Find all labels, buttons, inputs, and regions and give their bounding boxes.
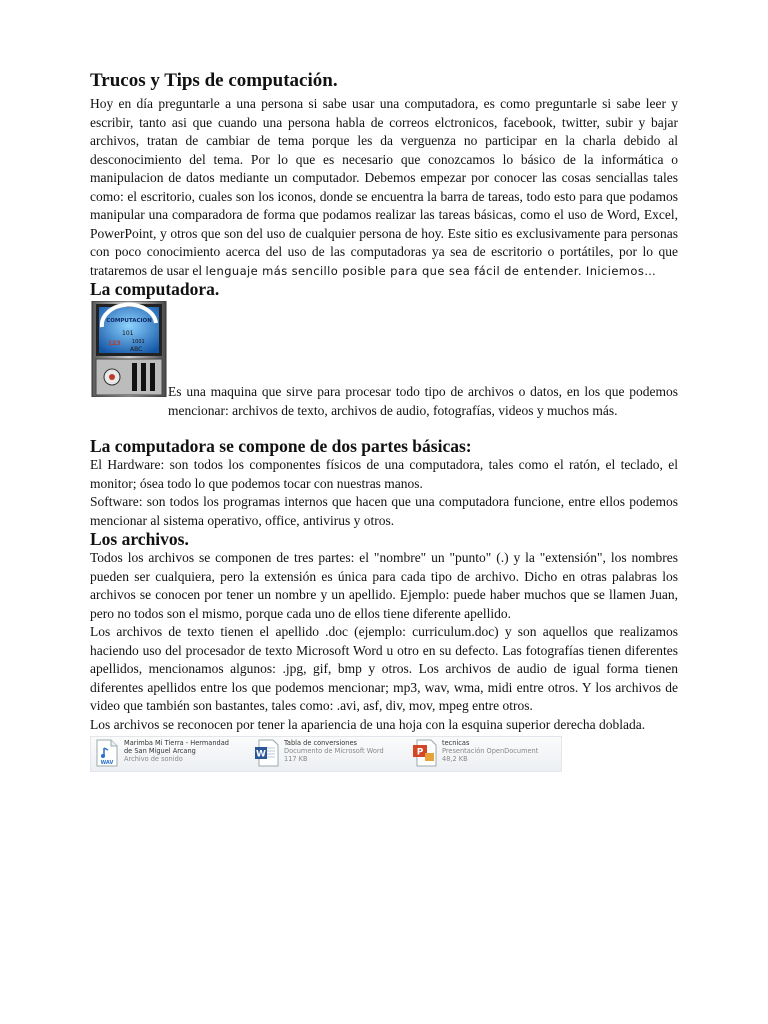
word-badge: W xyxy=(256,749,266,760)
icon-label-4: ABC xyxy=(130,346,143,353)
word-file-icon xyxy=(255,739,279,767)
audio-badge: WAV xyxy=(100,760,114,766)
file-type: Archivo de sonido xyxy=(124,755,183,764)
computadora-text: Es una maquina que sirve para procesar todo tipo de archivos o datos, en los que podemos mencionar: archivos de texto, archivos de audio, fotografías, videos y muchos más. xyxy=(168,384,678,418)
file-type: Presentación OpenDocument xyxy=(442,747,539,756)
intro-text: Hoy en día preguntarle a una persona si sabe usar una computadora, es como preguntarle si sabe leer y escribir, tanto asi que cuando una persona habla de correos elctronicos, facebook, twitter, subir y bajar archivos, tratan de cambiar de tema porque les da verguenza no participar en la charla debido al desconocimiento del tema. Por lo que es necesario que conozcamos lo básico de la informática o manipulacion de datos mediante un computador. Debemos empezar por conocer las cosas senciallas tales como: el escritorio, cuales son los iconos, donde se encuentra la barra de tareas, todo esto para que podamos manipular una comparadora de forma que podamos realizar las tareas básicas, como el uso de Word, Excel, PowerPoint, y otros que son del uso de cualquier persona de hoy. Este sitio es exclusivamente para personas con poco conocimiento acerca del uso de las computadoras ya sea de escritorio o portátiles, por lo que trataremos de usar el xyxy=(90,96,678,278)
icon-label-2: 1001 xyxy=(132,339,145,345)
file-name: Tabla de conversiones xyxy=(284,739,357,747)
icon-label-1: 101 xyxy=(122,330,134,337)
file-item-word[interactable] xyxy=(255,739,405,769)
hardware-paragraph: El Hardware: son todos los componentes físicos de una computadora, tales como el ratón, el teclado, el monitor; ósea todo lo que podemos tocar con nuestras manos. xyxy=(90,457,678,491)
archivos-paragraph-1: Todos los archivos se componen de tres partes: el "nombre" un "punto" (.) y la "extensión", los nombres pueden ser cualquiera, pero la extensión es única para cada tipo de archivo. Dicho en otras palabras los archivos se conocen por tener un nombre y un apellido. Ejemplo: puede haber muchos que se llamen Juan, pero no todos son el mismo, porque cada uno de ellos tiene diferente apellido. xyxy=(90,550,678,621)
heading-partes: La computadora se compone de dos partes básicas: xyxy=(90,436,472,456)
file-icons-strip xyxy=(90,736,562,772)
presentation-badge: P xyxy=(416,747,424,758)
file-name: tecnicas xyxy=(442,739,470,747)
intro-tail: lenguaje más sencillo posible para que sea fácil de entender. Iniciemos… xyxy=(205,263,657,278)
audio-file-icon xyxy=(95,739,119,767)
file-name-line-1: Marimba Mi Tierra - Hermandad xyxy=(124,739,229,747)
file-size: 117 KB xyxy=(284,755,308,764)
icon-label-3: 123 xyxy=(108,340,121,347)
page-title: Trucos y Tips de computación. xyxy=(90,70,338,91)
heading-archivos: Los archivos. xyxy=(90,529,189,549)
computer-illustration-row xyxy=(90,301,678,418)
archivos-paragraph-3: Los archivos se reconocen por tener la apariencia de una hoja con la esquina superior derecha doblada. xyxy=(90,716,646,732)
presentation-file-icon xyxy=(413,739,437,767)
computer-icon xyxy=(90,301,168,397)
document-page xyxy=(90,70,678,772)
software-paragraph: Software: son todos los programas internos que hacen que una computadora funcione, entre ellos podemos mencionar al sistema operativo, office, antivirus y otros. xyxy=(90,494,678,528)
archivos-paragraph-2: Los archivos de texto tienen el apellido .doc (ejemplo: curriculum.doc) y son aquellos que realizamos haciendo uso del procesador de texto Microsoft Word u otro en su defecto. Las fotografías tienen diferentes apellidos, mencionamos algunos: .jpg, gif, bmp y otros. Los archivos de audio de igual forma tienen diferentes apellidos entre los que podemos mencionar; mp3, wav, wma, midi entre otros. Y los archivos de video que también son bastantes, tales como: .avi, asf, div, mov, mpeg entre otros. xyxy=(90,624,678,713)
file-item-audio[interactable] xyxy=(95,739,245,769)
heading-computadora: La computadora. xyxy=(90,279,220,299)
intro-paragraph xyxy=(90,95,678,280)
file-type: Documento de Microsoft Word xyxy=(284,747,384,756)
icon-label-main: COMPUTACION xyxy=(106,318,152,324)
file-size: 48,2 KB xyxy=(442,755,468,764)
file-name-line-2: de San Miguel Arcang xyxy=(124,747,196,756)
file-item-presentation[interactable] xyxy=(413,739,558,769)
